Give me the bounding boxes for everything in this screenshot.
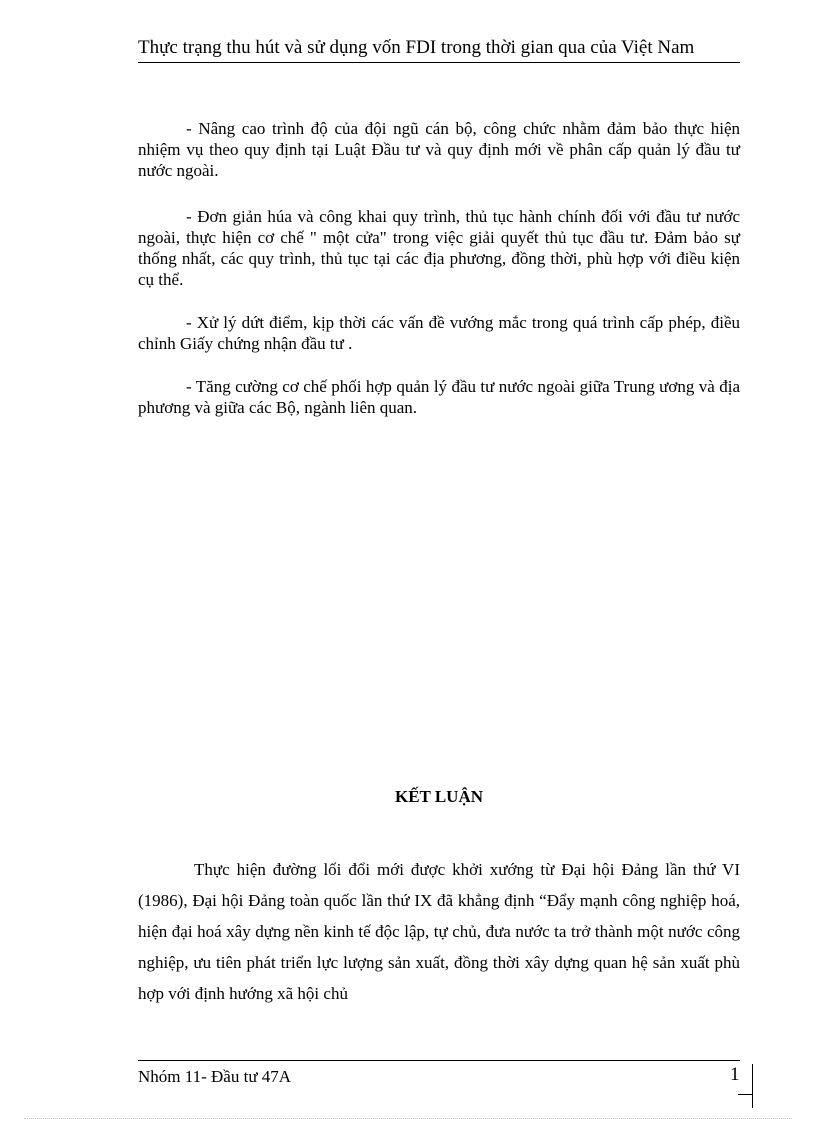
page-edge-dotted-line xyxy=(24,1118,792,1119)
footer-divider xyxy=(138,1060,740,1061)
paragraph-3: - Xử lý dứt điểm, kịp thời các vấn đề vướng mắc trong quá trình cấp phép, điều chỉnh Giấy chứng nhận đầu tư . xyxy=(138,313,740,353)
conclusion-heading: KẾT LUẬN xyxy=(394,787,483,806)
footer-group-label: Nhóm 11- Đầu tư 47A xyxy=(138,1067,292,1086)
page-header-title: Thực trạng thu hút và sử dụng vốn FDI trong thời gian qua của Việt Nam xyxy=(138,37,695,58)
page-number: 1 xyxy=(730,1064,740,1085)
header-divider xyxy=(138,62,740,63)
paragraph-4: - Tăng cường cơ chế phối hợp quản lý đầu tư nước ngoài giữa Trung ương và địa phương và giữa các Bộ, ngành liên quan. xyxy=(138,377,740,417)
paragraph-2: - Đơn giản húa và công khai quy trình, thủ tục hành chính đối với đầu tư nước ngoài, thực hiện cơ chế " một cửa" trong việc giải quyết thủ tục đầu tư. Đảm bảo sự thống nhất, các quy trình, thủ tục tại các địa phương, đồng thời, phù hợp với điều kiện cụ thể. xyxy=(138,207,740,289)
conclusion-paragraph: Thực hiện đường lối đổi mới được khởi xướng từ Đại hội Đảng lần thứ VI (1986), Đại hội Đảng toàn quốc lần thứ IX đã khẳng định “Đẩy mạnh công nghiệp hoá, hiện đại hoá xây dựng nền kinh tế độc lập, tự chủ, đưa nước ta trở thành một nước công nghiệp, ưu tiên phát triển lực lượng sản xuất, đồng thời xây dựng quan hệ sản xuất phù hợp với định hướng xã hội chủ xyxy=(138,860,740,1003)
paragraph-1: - Nâng cao trình độ của đội ngũ cán bộ, công chức nhằm đảm bảo thực hiện nhiệm vụ theo quy định tại Luật Đầu tư và quy định mới về phân cấp quản lý đầu tư nước ngoài. xyxy=(138,119,740,180)
page-number-border-bottom xyxy=(738,1094,752,1095)
page-number-border-vertical xyxy=(752,1064,753,1108)
